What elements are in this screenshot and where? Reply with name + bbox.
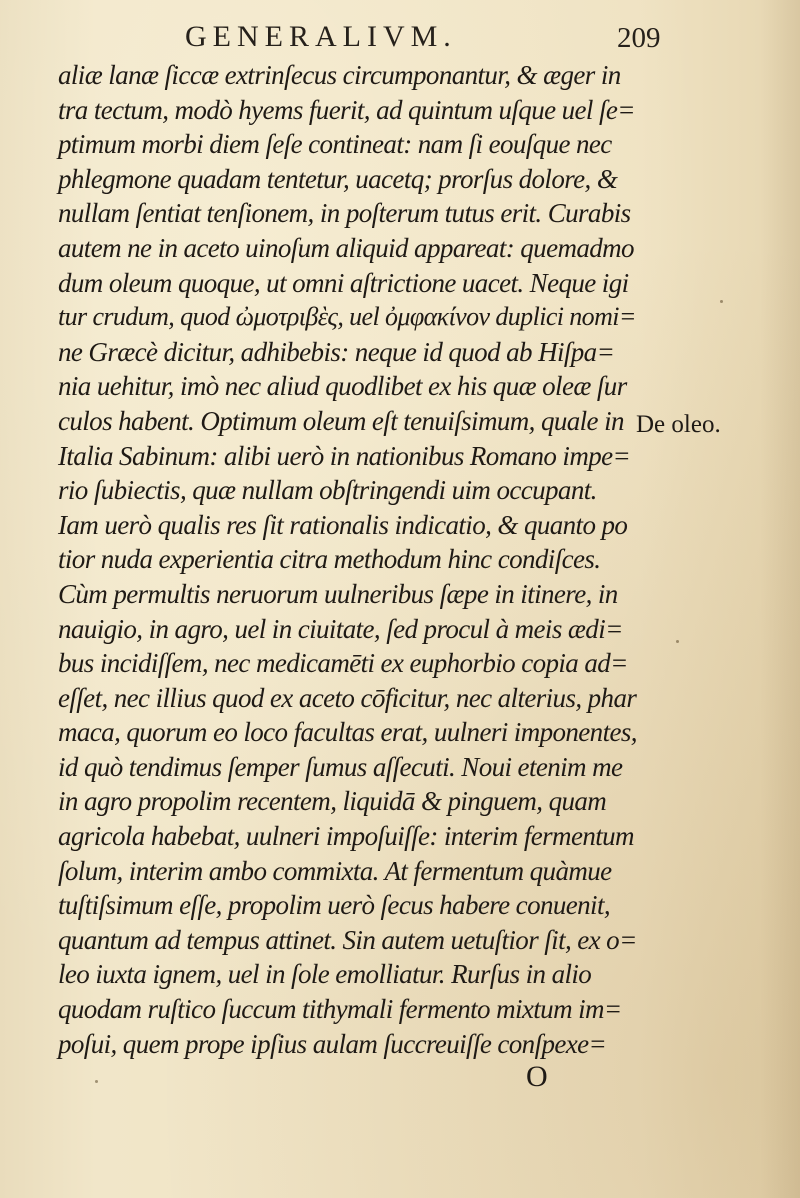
text-line: phlegmone quadam tentetur, uacetq; prorſus dolore, & xyxy=(58,163,618,194)
text-line: rio ſubiectis, quæ nullam obſtringendi uim occupant. xyxy=(58,475,597,506)
text-line: Italia Sabinum: alibi uerò in nationibus Romano impe= xyxy=(58,440,631,471)
running-head: GENERALIVM. xyxy=(185,20,457,53)
text-line: ne Græcè dicitur, adhibebis: neque id quod ab Hiſpa= xyxy=(58,336,615,367)
text-line: aliæ lanæ ſiccæ extrinſecus circumponantur, & æger in xyxy=(58,60,621,90)
text-line: nauigio, in agro, uel in ciuitate, ſed procul à meis ædi= xyxy=(58,613,623,644)
paper-speck xyxy=(720,300,723,303)
text-line: quodam ruſtico ſuccum tithymali fermento mixtum im= xyxy=(58,994,622,1025)
body-text xyxy=(58,58,643,1061)
text-line: tra tectum, modò hyems fuerit, ad quintum uſque uel ſe= xyxy=(58,94,635,125)
text-line: nia uehitur, imò nec aliud quodlibet ex his quæ oleæ ſur xyxy=(58,371,627,402)
text-line: agricola habebat, uulneri impoſuiſſe: interim fermentum xyxy=(58,821,634,852)
text-line: bus incidiſſem, nec medicamēti ex euphorbio copia ad= xyxy=(58,648,628,679)
text-line: in agro propolim recentem, liquidā & pinguem, quam xyxy=(58,786,607,817)
text-line: leo iuxta ignem, uel in ſole emolliatur. Rurſus in alio xyxy=(58,959,592,990)
signature-mark: O xyxy=(526,1060,548,1093)
text-line: maca, quorum eo loco facultas erat, uulneri imponentes, xyxy=(58,717,637,748)
text-line: dum oleum quoque, ut omni aſtrictione uacet. Neque igi xyxy=(58,267,629,298)
margin-note: De oleo. xyxy=(636,411,721,438)
text-line: Cùm permultis neruorum uulneribus ſæpe in itinere, in xyxy=(58,578,618,609)
text-line: autem ne in aceto uinoſum aliquid appareat: quemadmo xyxy=(58,232,634,263)
page-header xyxy=(0,14,800,54)
page-number: 209 xyxy=(617,22,661,54)
text-line: ptimum morbi diem ſeſe contineat: nam ſi eouſque nec xyxy=(58,129,612,160)
page-edge-shadow xyxy=(760,0,800,1198)
text-line: culos habent. Optimum oleum eſt tenuiſsimum, quale in xyxy=(58,405,624,436)
text-line: poſui, quem prope ipſius aulam ſuccreuiſſe conſpexe= xyxy=(58,1028,607,1059)
text-line: tior nuda experientia citra methodum hinc condiſces. xyxy=(58,544,601,575)
text-line: ſolum, interim ambo commixta. At fermentum quàmue xyxy=(58,855,612,886)
text-line: quantum ad tempus attinet. Sin autem uetuſtior ſit, ex o= xyxy=(58,924,637,955)
text-line: eſſet, nec illius quod ex aceto cōficitur, nec alterius, phar xyxy=(58,682,637,713)
text-line: tuſtiſsimum eſſe, propolim uerò ſecus habere conuenit, xyxy=(58,890,611,921)
paper-speck xyxy=(676,640,679,643)
text-line: id quò tendimus ſemper ſumus aſſecuti. Noui etenim me xyxy=(58,751,623,782)
text-line: nullam ſentiat tenſionem, in poſterum tutus erit. Curabis xyxy=(58,198,631,229)
text-line: tur crudum, quod ὠμοτριβὲς, uel ὀμφακίνον duplici nomi= xyxy=(58,302,636,332)
text-line: Iam uerò qualis res ſit rationalis indicatio, & quanto po xyxy=(58,509,628,540)
paper-speck xyxy=(95,1080,98,1083)
